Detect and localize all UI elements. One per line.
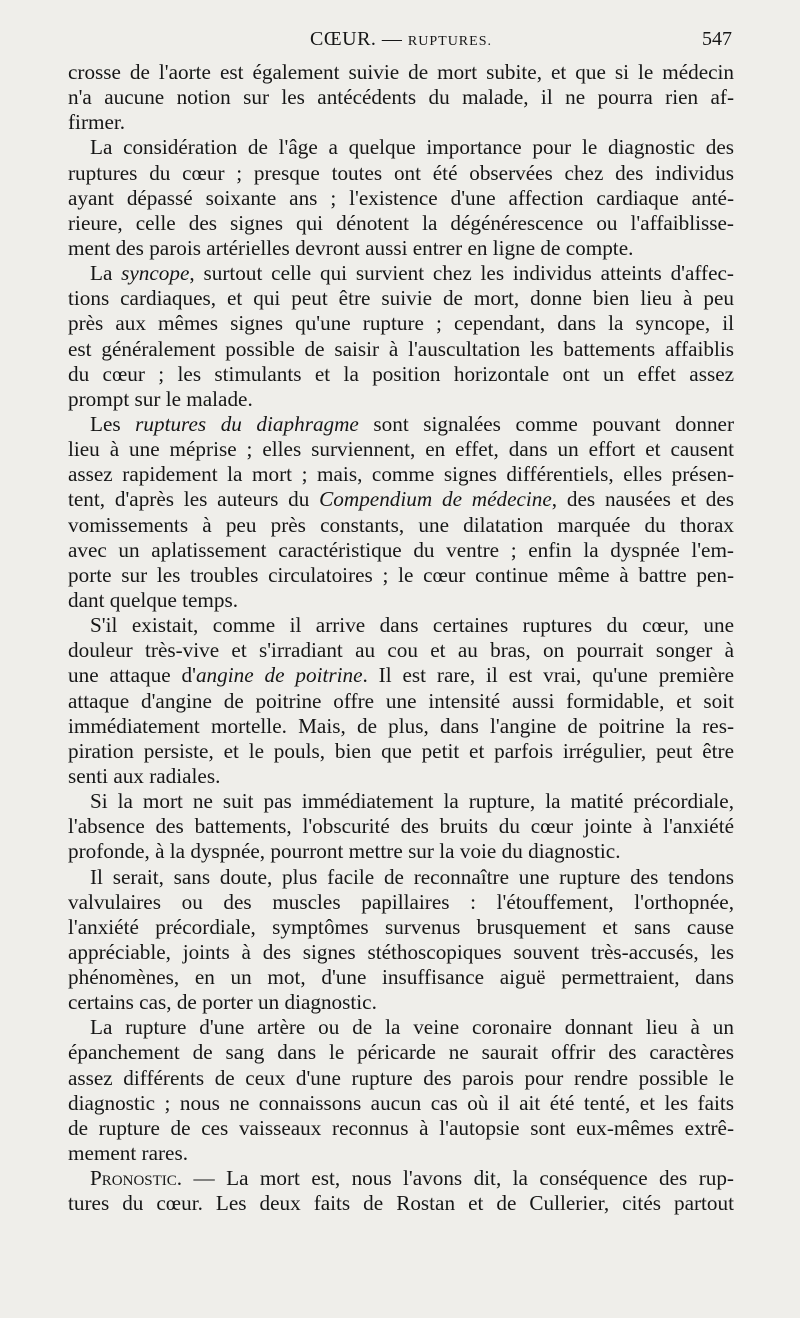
text-run: Les	[90, 411, 136, 436]
text-line: tures du cœur. Les deux faits de Rostan et de Cullerier, cités partout	[68, 1191, 734, 1216]
text-line: douleur très-vive et s'irradiant au cou et au bras, on pourrait songer à	[68, 638, 734, 663]
text-line: prompt sur le malade.	[68, 386, 253, 411]
section-heading: Pronostic.	[90, 1166, 183, 1191]
text-line: mement rares.	[68, 1141, 189, 1166]
italic-term: ruptures du diaphragme	[135, 411, 359, 436]
text-line	[68, 663, 734, 688]
text-line: du cœur ; les stimulants et la position horizontale ont un effet assez	[68, 361, 734, 386]
text-line: immédiatement mortelle. Mais, de plus, dans l'angine de poitrine la res-	[68, 713, 734, 738]
text-line: Il serait, sans doute, plus facile de reconnaître une rupture des tendons	[90, 864, 734, 889]
text-line: S'il existait, comme il arrive dans certaines ruptures du cœur, une	[90, 613, 734, 638]
text-line: firmer.	[68, 110, 126, 135]
text-line: près aux mêmes signes qu'une rupture ; cependant, dans la syncope, il	[68, 311, 734, 336]
text-line: lieu à une méprise ; elles surviennent, en effet, dans un effort et causent	[68, 437, 734, 462]
page-number: 547	[702, 28, 732, 50]
text-line	[68, 1166, 734, 1191]
text-line: rieure, celle des signes qui dénotent la dégénérescence ou l'affaiblisse-	[68, 210, 734, 235]
text-run: — La mort est, nous l'avons dit, la conséquence des rup-	[182, 1166, 734, 1191]
text-line: ruptures du cœur ; presque toutes ont été observées chez des individus	[68, 160, 734, 185]
text-line: senti aux radiales.	[68, 763, 221, 788]
text-run: . Il est rare, il est vrai, qu'une première	[362, 663, 734, 688]
text-line	[68, 261, 734, 286]
text-line: avec un aplatissement caractéristique du ventre ; enfin la dyspnée l'em-	[68, 537, 734, 562]
text-run: une attaque d'	[68, 663, 196, 688]
italic-term: Compendium de médecine	[319, 487, 552, 512]
running-title-main: CŒUR.	[310, 28, 377, 50]
text-line: valvulaires ou des muscles papillaires : l'étouffement, l'orthopnée,	[68, 889, 734, 914]
text-line: tions cardiaques, et qui peut être suivie de mort, donne bien lieu à peu	[68, 286, 734, 311]
text-line: crosse de l'aorte est également suivie de mort subite, et que si le médecin	[68, 60, 734, 84]
text-run: sont signalées comme pouvant donner	[358, 411, 734, 436]
text-line	[68, 412, 734, 437]
text-line: La rupture d'une artère ou de la veine coronaire donnant lieu à un	[90, 1015, 734, 1040]
text-line: de rupture de ces vaisseaux reconnus à l'autopsie sont eux-mêmes extrê-	[68, 1115, 734, 1140]
text-line: vomissements à peu près constants, une dilatation marquée du thorax	[68, 512, 734, 537]
text-line: appréciable, joints à des signes stéthoscopiques souvent très-accusés, les	[68, 939, 734, 964]
text-line: profonde, à la dyspnée, pourront mettre sur la voie du diagnostic.	[68, 839, 621, 864]
text-run: , des nausées et des	[551, 487, 734, 512]
text-line: certains cas, de porter un diagnostic.	[68, 990, 377, 1015]
italic-term: syncope	[121, 261, 190, 286]
text-run: tent, d'après les auteurs du	[68, 487, 320, 512]
text-line: dant quelque temps.	[68, 587, 239, 612]
text-line: assez rapidement la mort ; mais, comme signes différentiels, elles présen-	[68, 462, 734, 487]
running-title	[68, 28, 734, 51]
running-header	[68, 28, 734, 58]
text-line: phénomènes, en un mot, d'une insuffisance aiguë permettraient, dans	[68, 965, 734, 990]
text-line: ayant dépassé soixante ans ; l'existence d'une affection cardiaque anté-	[68, 185, 734, 210]
text-run: La	[90, 261, 122, 286]
text-run: , surtout celle qui survient chez les individus atteints d'affec-	[189, 261, 734, 286]
text-line	[68, 487, 734, 512]
text-line: épanchement de sang dans le péricarde ne saurait offrir des caractères	[68, 1040, 734, 1065]
text-line: diagnostic ; nous ne connaissons aucun cas où il ait été tenté, et les faits	[68, 1090, 734, 1115]
text-line: assez différents de ceux d'une rupture des parois pour rendre possible le	[68, 1065, 734, 1090]
running-title-dash: —	[381, 28, 403, 50]
text-line: La considération de l'âge a quelque importance pour le diagnostic des	[90, 135, 734, 160]
body-text	[68, 60, 734, 1216]
text-line: attaque d'angine de poitrine offre une intensité aussi formidable, et soit	[68, 688, 734, 713]
text-line: n'a aucune notion sur les antécédents du malade, il ne pourra rien af-	[68, 85, 734, 110]
text-line: est généralement possible de saisir à l'auscultation les battements affaiblis	[68, 336, 734, 361]
text-line: l'anxiété précordiale, symptômes survenus brusquement et sans cause	[68, 914, 734, 939]
text-line: piration persiste, et le pouls, bien que petit et parfois irrégulier, peut être	[68, 738, 734, 763]
italic-term: angine de poitrine	[195, 663, 363, 688]
text-line: Si la mort ne suit pas immédiatement la rupture, la matité précordiale,	[90, 789, 734, 814]
text-line: porte sur les troubles circulatoires ; le cœur continue même à battre pen-	[68, 562, 734, 587]
text-line: l'absence des battements, l'obscurité des bruits du cœur jointe à l'anxiété	[68, 814, 734, 839]
running-title-sub: RUPTURES.	[407, 34, 492, 49]
text-line: ment des parois artérielles devront aussi entrer en ligne de compte.	[68, 235, 634, 260]
